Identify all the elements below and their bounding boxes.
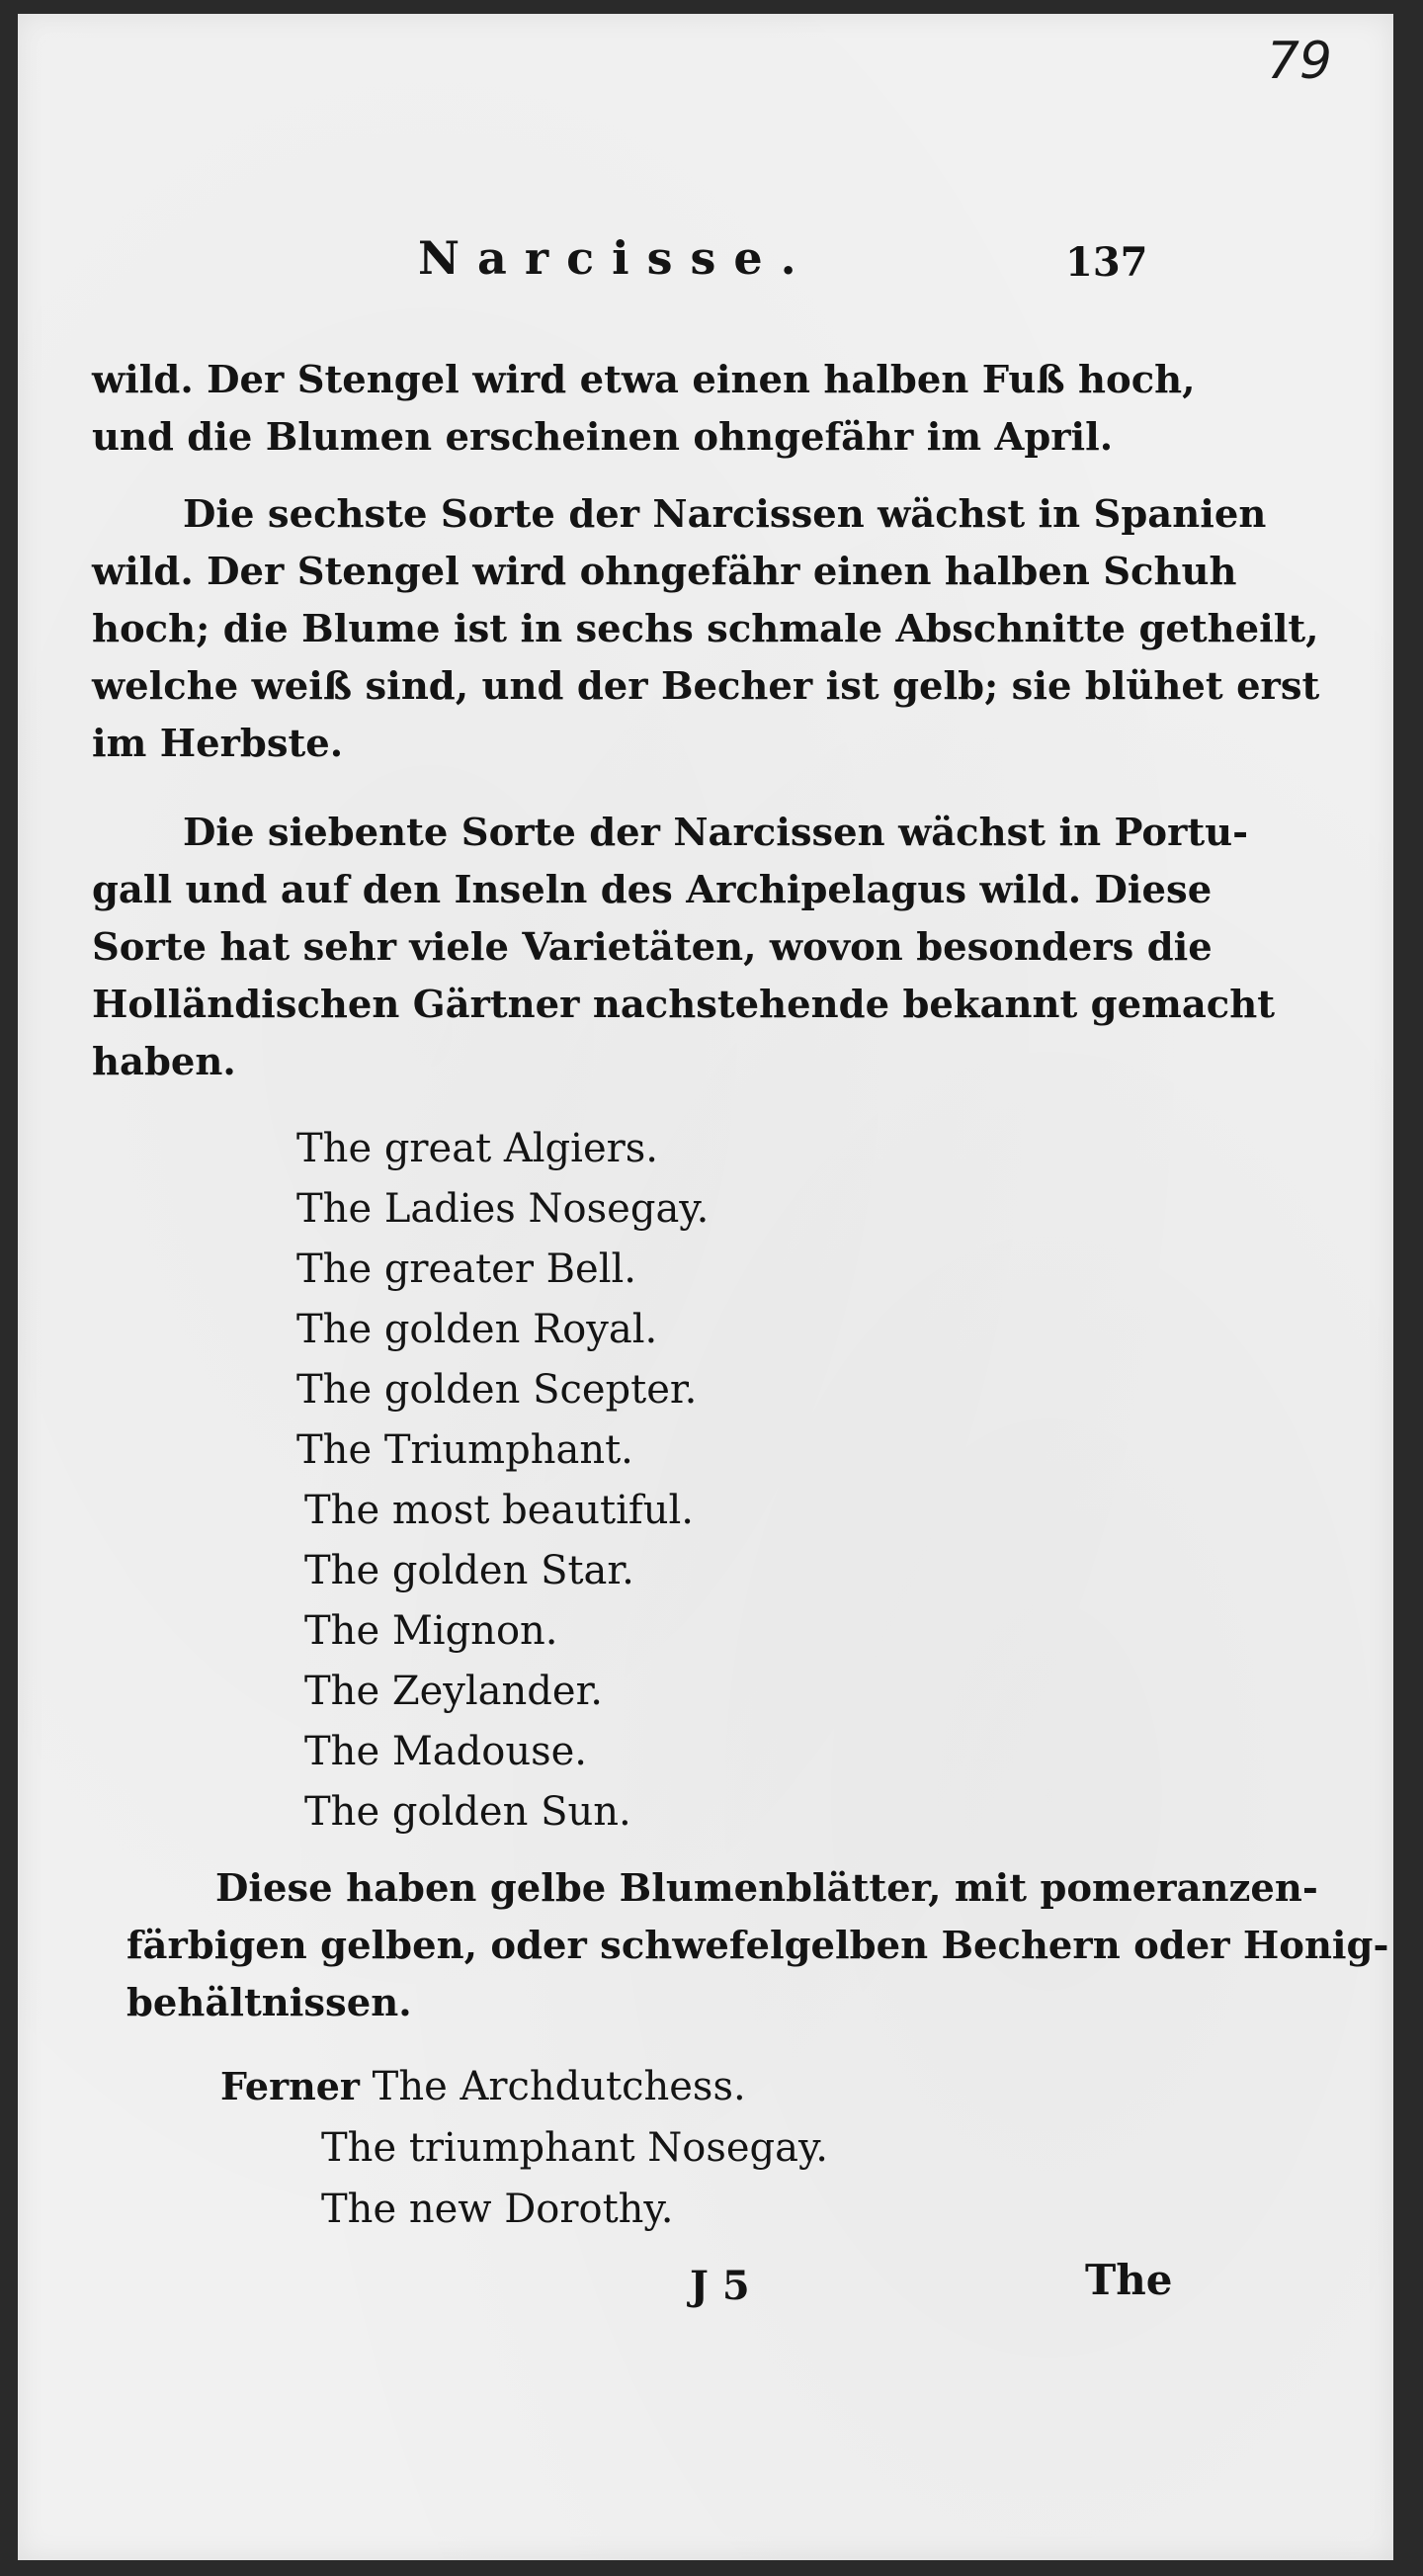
signature-mark: J 5 bbox=[690, 2263, 750, 2309]
running-title: Narcisse. bbox=[418, 231, 814, 285]
text-line: Diese haben gelbe Blumenblätter, mit pomeranzen- bbox=[215, 1866, 1318, 1911]
variety-item: The Triumphant. bbox=[296, 1427, 633, 1473]
text-line: wild. Der Stengel wird ohngefähr einen halben Schuh bbox=[92, 550, 1237, 594]
text-line: wild. Der Stengel wird etwa einen halben Fuß hoch, bbox=[92, 358, 1196, 402]
variety-item: The triumphant Nosegay. bbox=[321, 2125, 829, 2171]
text-line: welche weiß sind, und der Becher ist gelb; sie blühet erst bbox=[92, 664, 1320, 709]
catchword: The bbox=[1085, 2256, 1173, 2304]
paragraph-sixth-sort bbox=[92, 486, 1320, 773]
further-lead-word: Ferner bbox=[220, 2064, 360, 2108]
variety-item: The new Dorothy. bbox=[321, 2187, 674, 2232]
variety-item: The greater Bell. bbox=[296, 1246, 637, 1292]
variety-item: The Zeylander. bbox=[304, 1669, 604, 1714]
text-line: Die sechste Sorte der Narcissen wächst in Spanien bbox=[183, 492, 1267, 537]
paragraph-colors bbox=[126, 1860, 1389, 2032]
book-page bbox=[18, 14, 1393, 2560]
variety-list bbox=[296, 1119, 709, 1843]
variety-item: The golden Star. bbox=[304, 1548, 634, 1593]
variety-item: The golden Scepter. bbox=[296, 1367, 698, 1413]
text-line: Die siebente Sorte der Narcissen wächst in Portu- bbox=[183, 811, 1249, 855]
running-header bbox=[18, 231, 1393, 301]
further-first-row bbox=[220, 2056, 828, 2117]
variety-item: The Archdutchess. bbox=[372, 2064, 746, 2109]
text-line: hoch; die Blume ist in sechs schmale Abschnitte getheilt, bbox=[92, 607, 1319, 651]
variety-item: The most beautiful. bbox=[304, 1488, 694, 1533]
text-line: gall und auf den Inseln des Archipelagus wild. Diese bbox=[92, 868, 1213, 912]
paragraph-seventh-sort bbox=[92, 805, 1275, 1091]
text-line: färbigen gelben, oder schwefelgelben Bechern oder Honig- bbox=[126, 1924, 1389, 1968]
text-line: Holländischen Gärtner nachstehende bekannt gemacht bbox=[92, 983, 1275, 1027]
variety-item: The golden Royal. bbox=[296, 1307, 658, 1352]
variety-item: The Mignon. bbox=[304, 1608, 558, 1654]
text-line: haben. bbox=[92, 1040, 236, 1084]
variety-item: The great Algiers. bbox=[296, 1126, 658, 1171]
page-number: 137 bbox=[1065, 239, 1148, 286]
text-line: behältnissen. bbox=[126, 1981, 412, 2025]
further-variety-list bbox=[220, 2056, 828, 2240]
variety-item: The golden Sun. bbox=[304, 1789, 631, 1835]
variety-item: The Ladies Nosegay. bbox=[296, 1186, 710, 1232]
text-line: Sorte hat sehr viele Varietäten, wovon besonders die bbox=[92, 925, 1213, 970]
paragraph-continuation bbox=[92, 352, 1196, 467]
handwritten-page-annotation: 79 bbox=[1266, 32, 1332, 91]
variety-item: The Madouse. bbox=[304, 1729, 587, 1774]
text-line: im Herbste. bbox=[92, 722, 344, 766]
text-line: und die Blumen erscheinen ohngefähr im April. bbox=[92, 415, 1114, 460]
